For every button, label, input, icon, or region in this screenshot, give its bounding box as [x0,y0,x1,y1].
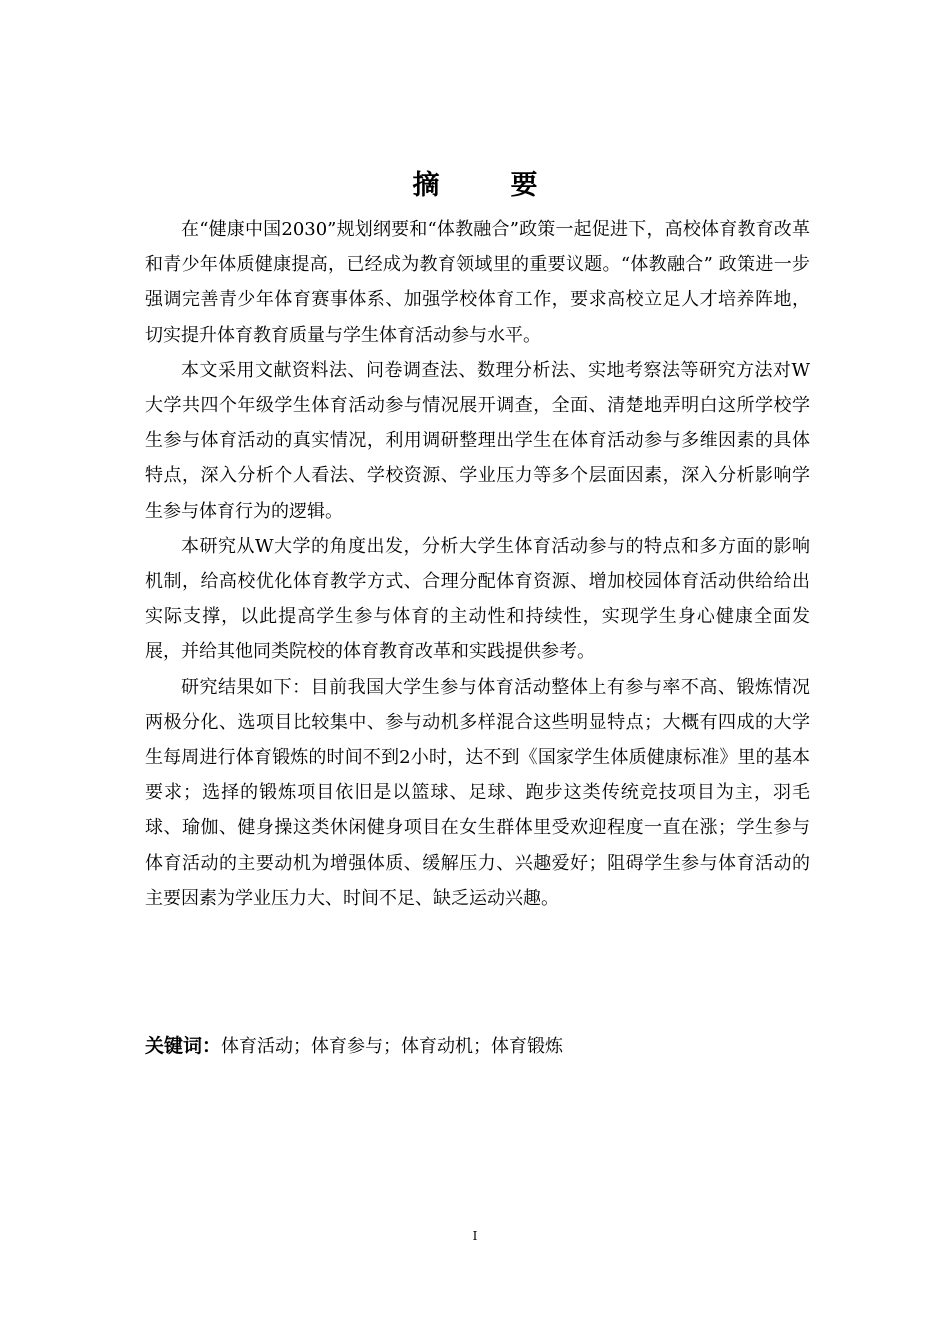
keywords-label: 关键词： [145,1035,222,1057]
abstract-paragraph-3: 本研究从W大学的角度出发，分析大学生体育活动参与的特点和多方面的影响机制，给高校优化体育教学方式、合理分配体育资源、增加校园体育活动供给给出实际支撑，以此提高学生参与体育的主动性和持续性，实现学生身心健康全面发展，并给其他同类院校的体育教育改革和实践提供参考。 [145,535,810,663]
abstract-paragraph-2: 本文采用文献资料法、问卷调查法、数理分析法、实地考察法等研究方法对W大学共四个年级学生体育活动参与情况展开调查，全面、清楚地弄明白这所学校学生参与体育活动的真实情况，利用调研整理出学生在体育活动参与多维因素的具体特点，深入分析个人看法、学校资源、学业压力等多个层面因素，深入分析影响学生参与体育行为的逻辑。 [145,359,810,522]
page-number: I [472,1229,478,1243]
page-title: 摘 要 [412,170,560,202]
abstract-paragraph-1: 在“健康中国2030”规划纲要和“体教融合”政策一起促进下，高校体育教育改革和青少年体质健康提高，已经成为教育领域里的重要议题。“体教融合” 政策进一步强调完善青少年体育赛事体系、加强学校体育工作，要求高校立足人才培养阵地，切实提升体育教育质量与学生体育活动参与水平。 [145,219,810,346]
keywords-list: 体育活动；体育参与；体育动机；体育锻炼 [221,1036,564,1057]
abstract-body [145,212,810,916]
abstract-paragraph-4: 研究结果如下：目前我国大学生参与体育活动整体上有参与率不高、锻炼情况两极分化、选项目比较集中、参与动机多样混合这些明显特点；大概有四成的大学生每周进行体育锻炼的时间不到2小时，达不到《国家学生体质健康标准》里的基本要求；选择的锻炼项目依旧是以篮球、足球、跑步这类传统竞技项目为主，羽毛球、瑜伽、健身操这类休闲健身项目在女生群体里受欢迎程度一直在涨；学生参与体育活动的主要动机为增强体质、缓解压力、兴趣爱好；阻碍学生参与体育活动的主要因素为学业压力大、时间不足、缺乏运动兴趣。 [145,676,810,909]
keywords-line [145,1031,810,1062]
